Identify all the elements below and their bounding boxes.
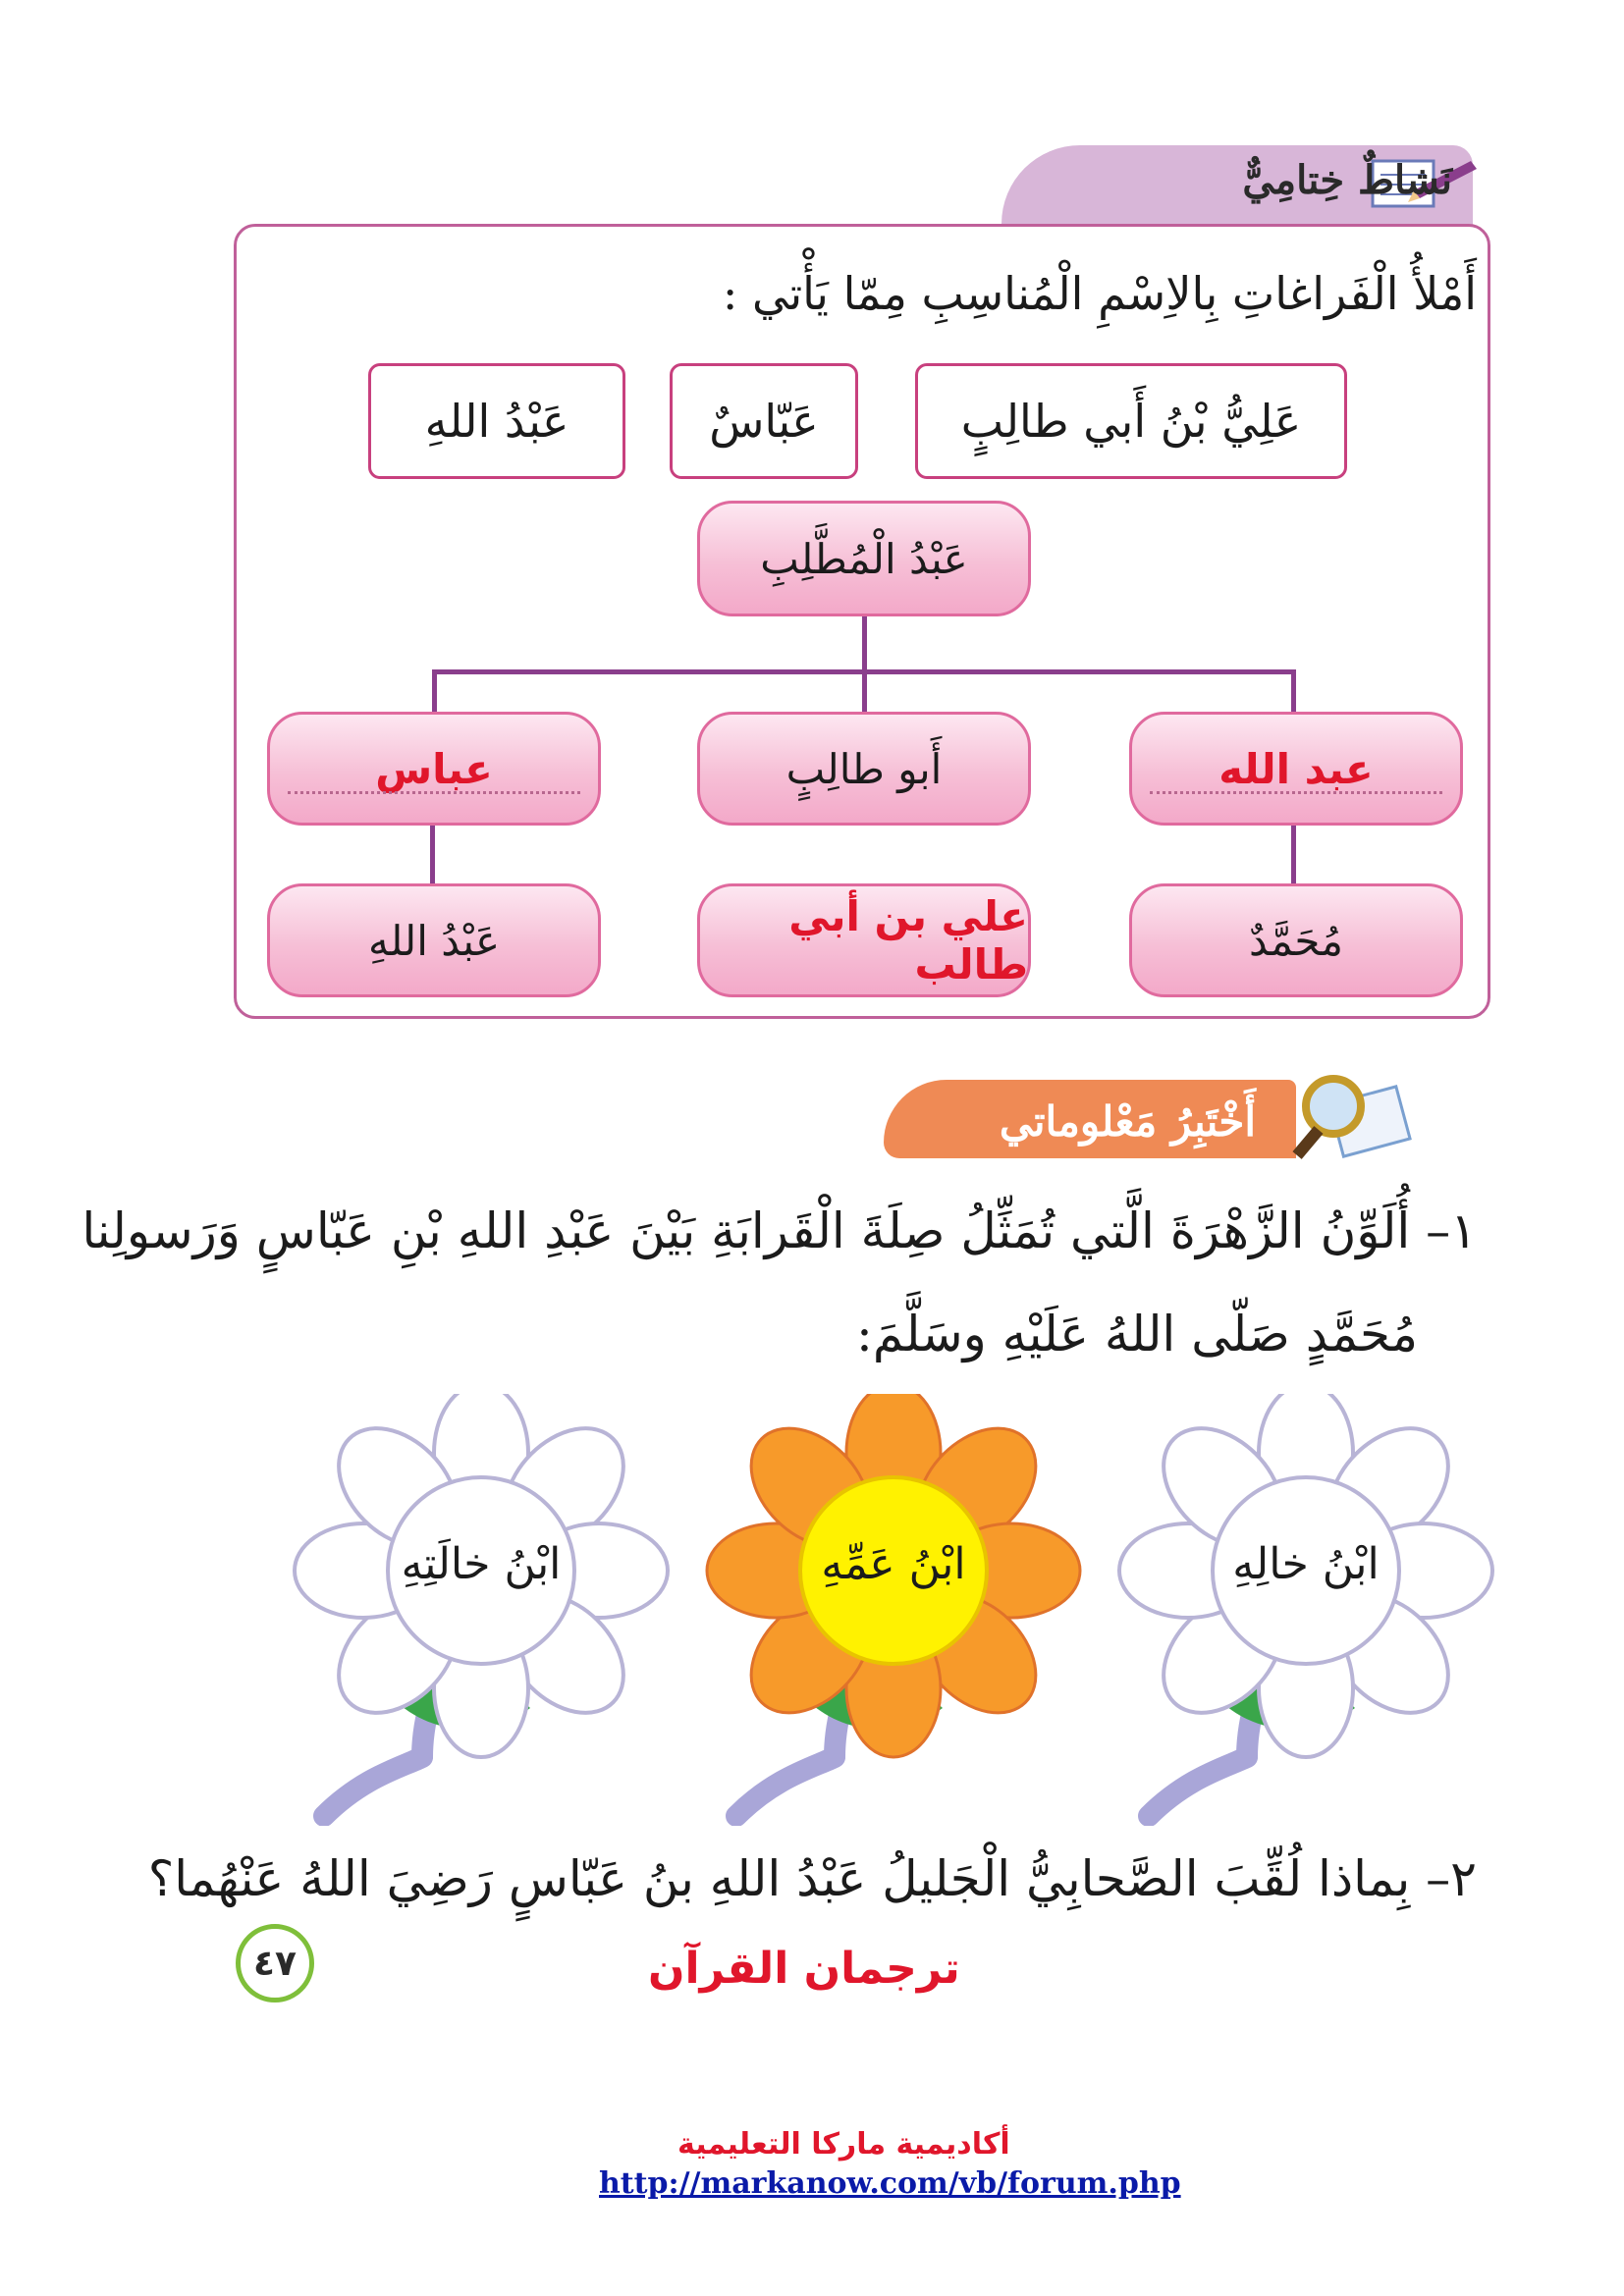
flower-right	[1119, 1394, 1492, 1816]
tree-node-abu-talib: أَبو طالِبٍ	[697, 712, 1031, 826]
connector	[1291, 825, 1296, 888]
flower-label-left[interactable]: ابْنُ خالَتِهِ	[401, 1539, 562, 1589]
flower-label-middle[interactable]: ابْنُ عَمِّهِ	[821, 1539, 966, 1589]
answer-abbas: عباس	[375, 744, 493, 793]
connector	[432, 669, 437, 717]
quiz-title: أَخْتَبِرُ مَعْلوماتي	[999, 1097, 1256, 1146]
choice-ali: عَلِيُّ بْنُ أَبي طالِبٍ	[915, 363, 1347, 479]
connector	[430, 825, 435, 888]
answer-dotted-line	[1150, 791, 1442, 794]
magnifier-paper-icon	[1286, 1065, 1414, 1163]
question-2-answer: ترجمان القرآن	[648, 1944, 960, 1994]
tree-node-abdullah: عَبْدُ اللهِ	[267, 883, 601, 997]
flower-left	[295, 1394, 668, 1816]
footer-link[interactable]: http://markanow.com/vb/forum.php	[599, 2166, 1181, 2201]
activity-title: نَشاطٌ خِتامِيٌّ	[1242, 157, 1452, 203]
tree-node-father-of-muhammad	[1129, 712, 1463, 826]
tree-node-son-of-abu-talib	[697, 883, 1031, 997]
flower-middle	[707, 1394, 1080, 1816]
answer-abdullah: عبد الله	[1218, 744, 1374, 793]
tree-root: عَبْدُ الْمُطَّلِبِ	[697, 501, 1031, 616]
question-1-line-1: ١– أُلَوِّنُ الزَّهْرَةَ الَّتي تُمَثِّلُ صِلَةَ الْقَرابَةِ بَيْنَ عَبْدِ اللهِ بْنِ عَبّاسٍ وَرَسولِنا	[81, 1202, 1477, 1259]
page-number: ٤٧	[236, 1924, 314, 2002]
tree-node-father-of-abdullah	[267, 712, 601, 826]
answer-dotted-line	[288, 791, 580, 794]
activity-instruction: أَمْلأُ الْفَراغاتِ بِالاِسْمِ الْمُناسِبِ مِمّا يَأْتي :	[722, 267, 1477, 320]
tree-node-muhammad: مُحَمَّدٌ	[1129, 883, 1463, 997]
connector	[1291, 669, 1296, 717]
choice-abbas: عَبّاسٌ	[670, 363, 858, 479]
flowers-graphic	[226, 1394, 1502, 1826]
question-1-line-2: مُحَمَّدٍ صَلّى اللهُ عَلَيْهِ وسَلَّمَ:	[856, 1306, 1418, 1362]
question-2: ٢– بِماذا لُقِّبَ الصَّحابِيُّ الْجَليلُ عَبْدُ اللهِ بنُ عَبّاسٍ رَضِيَ اللهُ عَنْهُما؟	[147, 1850, 1477, 1907]
choice-abdullah: عَبْدُ اللهِ	[368, 363, 625, 479]
connector	[862, 669, 867, 717]
answer-ali: علي بن أبي طالب	[788, 892, 1028, 988]
footer-academy-name: أكاديمية ماركا التعليمية	[677, 2127, 1010, 2162]
connector	[862, 614, 867, 672]
flower-label-right[interactable]: ابْنُ خالِهِ	[1232, 1539, 1380, 1589]
